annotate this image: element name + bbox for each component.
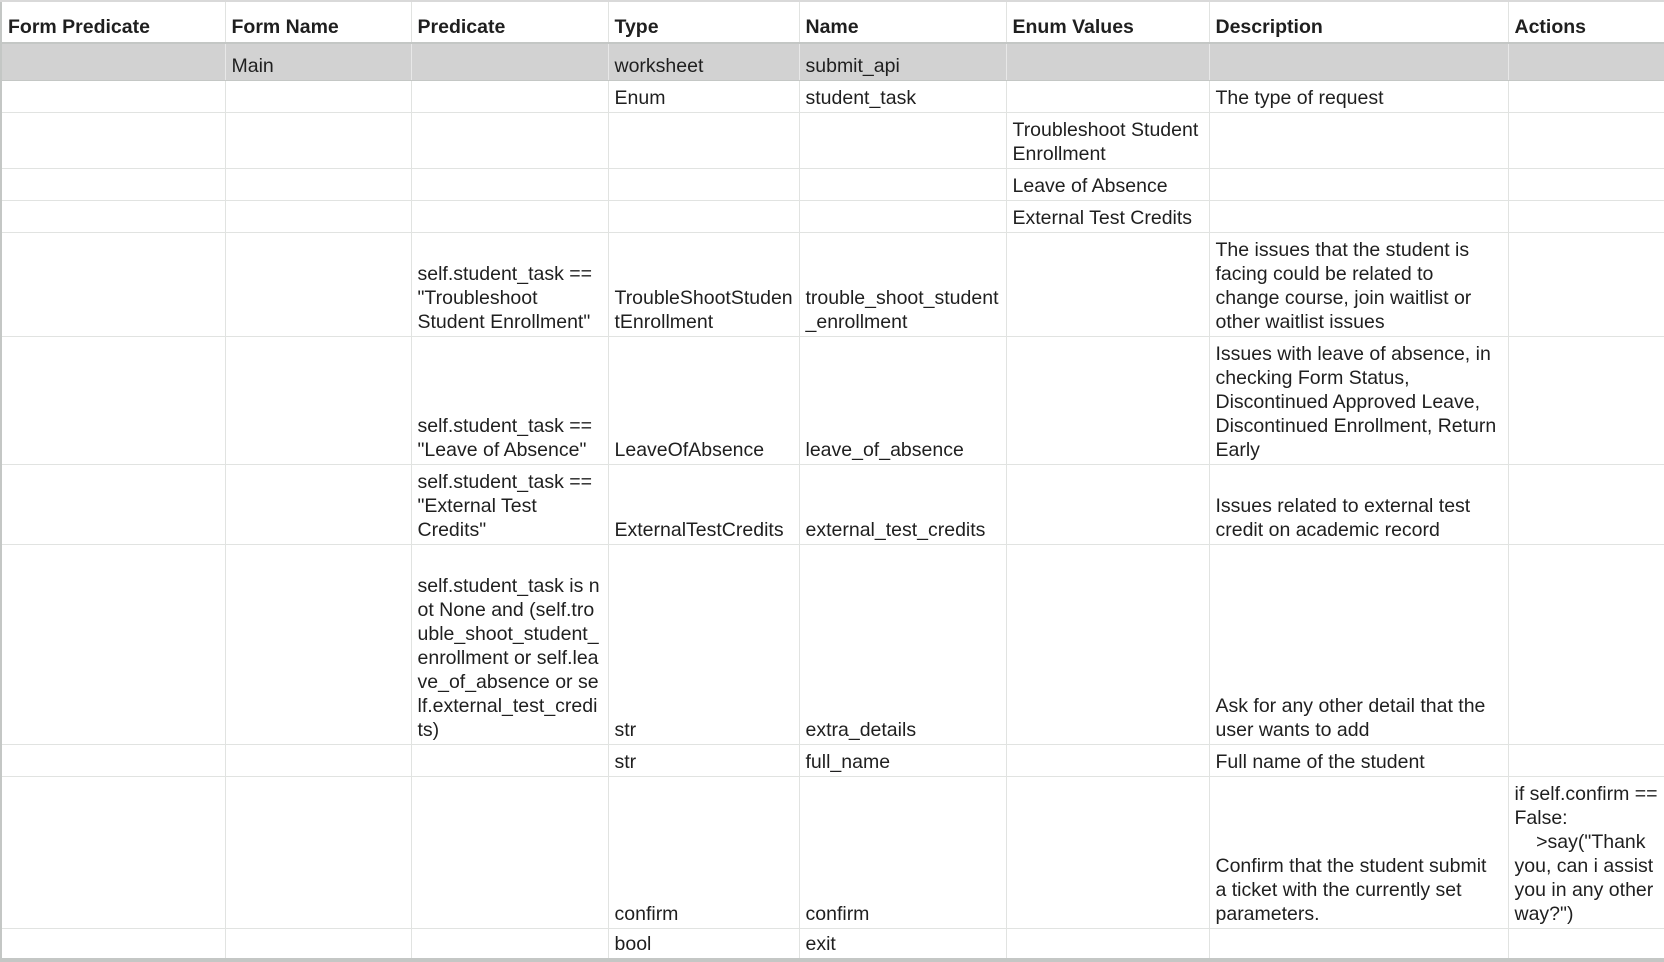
cell-form-predicate[interactable] — [1, 43, 225, 80]
cell-enum-values[interactable] — [1006, 80, 1209, 112]
cell-enum-values[interactable]: Troubleshoot Student Enrollment — [1006, 112, 1209, 168]
cell-description[interactable]: The type of request — [1209, 80, 1508, 112]
cell-type[interactable]: worksheet — [608, 43, 799, 80]
cell-predicate[interactable] — [411, 80, 608, 112]
cell-type[interactable]: Enum — [608, 80, 799, 112]
header-form-name[interactable]: Form Name — [225, 1, 411, 43]
cell-form-name[interactable] — [225, 168, 411, 200]
table-row — [1, 336, 1664, 464]
table-row — [1, 776, 1664, 928]
cell-form-name[interactable] — [225, 200, 411, 232]
cell-name[interactable]: submit_api — [799, 43, 1006, 80]
cell-enum-values[interactable]: External Test Credits — [1006, 200, 1209, 232]
cell-predicate[interactable] — [411, 200, 608, 232]
table-row — [1, 80, 1664, 112]
header-row — [1, 1, 1664, 43]
cell-form-predicate[interactable] — [1, 928, 225, 960]
header-form-predicate[interactable]: Form Predicate — [1, 1, 225, 43]
cell-actions[interactable]: if self.confirm == False: >say("Thank you, can i assist you in any other way?") — [1508, 776, 1664, 928]
cell-description[interactable]: Issues with leave of absence, in checking Form Status, Discontinued Approved Leave, Discontinued Enrollment, Return Early — [1209, 336, 1508, 464]
cell-actions[interactable] — [1508, 464, 1664, 544]
cell-form-name[interactable]: Main — [225, 43, 411, 80]
cell-form-predicate[interactable] — [1, 464, 225, 544]
cell-form-predicate[interactable] — [1, 232, 225, 336]
cell-description[interactable]: The issues that the student is facing could be related to change course, join waitlist or other waitlist issues — [1209, 232, 1508, 336]
cell-name[interactable]: full_name — [799, 744, 1006, 776]
cell-actions[interactable] — [1508, 112, 1664, 168]
table-row — [1, 232, 1664, 336]
cell-form-predicate[interactable] — [1, 80, 225, 112]
cell-description[interactable] — [1209, 928, 1508, 960]
cell-form-name[interactable] — [225, 232, 411, 336]
cell-predicate[interactable]: self.student_task == "External Test Credits" — [411, 464, 608, 544]
cell-description[interactable] — [1209, 200, 1508, 232]
cell-enum-values[interactable]: Leave of Absence — [1006, 168, 1209, 200]
cell-enum-values[interactable] — [1006, 928, 1209, 960]
cell-name[interactable] — [799, 168, 1006, 200]
cell-name[interactable]: external_test_credits — [799, 464, 1006, 544]
cell-form-predicate[interactable] — [1, 336, 225, 464]
cell-name[interactable]: exit — [799, 928, 1006, 960]
cell-predicate[interactable]: self.student_task == "Troubleshoot Student Enrollment" — [411, 232, 608, 336]
cell-form-predicate[interactable] — [1, 112, 225, 168]
cell-description[interactable]: Full name of the student — [1209, 744, 1508, 776]
cell-enum-values[interactable] — [1006, 43, 1209, 80]
table-row — [1, 464, 1664, 544]
cell-type[interactable]: confirm — [608, 776, 799, 928]
cell-name[interactable]: extra_details — [799, 544, 1006, 744]
cell-type[interactable] — [608, 112, 799, 168]
cell-name[interactable]: leave_of_absence — [799, 336, 1006, 464]
cell-description[interactable]: Confirm that the student submit a ticket with the currently set parameters. — [1209, 776, 1508, 928]
cell-type[interactable]: bool — [608, 928, 799, 960]
cell-description[interactable]: Issues related to external test credit on academic record — [1209, 464, 1508, 544]
cell-actions[interactable] — [1508, 168, 1664, 200]
cell-type[interactable]: ExternalTestCredits — [608, 464, 799, 544]
cell-form-predicate[interactable] — [1, 744, 225, 776]
cell-form-name[interactable] — [225, 80, 411, 112]
cell-name[interactable] — [799, 200, 1006, 232]
cell-enum-values[interactable] — [1006, 232, 1209, 336]
cell-predicate[interactable]: self.student_task is not None and (self.trouble_shoot_student_enrollment or self.leave_of_absence or self.external_test_credits) — [411, 544, 608, 744]
table-row — [1, 544, 1664, 744]
header-type[interactable]: Type — [608, 1, 799, 43]
cell-form-name[interactable] — [225, 776, 411, 928]
table-row — [1, 112, 1664, 168]
cell-form-name[interactable] — [225, 928, 411, 960]
cell-predicate[interactable] — [411, 744, 608, 776]
cell-enum-values[interactable] — [1006, 464, 1209, 544]
cell-form-predicate[interactable] — [1, 168, 225, 200]
cell-form-name[interactable] — [225, 744, 411, 776]
cell-name[interactable]: trouble_shoot_student_enrollment — [799, 232, 1006, 336]
cell-form-predicate[interactable] — [1, 200, 225, 232]
cell-actions[interactable] — [1508, 928, 1664, 960]
cell-description[interactable]: Ask for any other detail that the user wants to add — [1209, 544, 1508, 744]
cell-description[interactable] — [1209, 43, 1508, 80]
header-description[interactable]: Description — [1209, 1, 1508, 43]
cell-form-name[interactable] — [225, 336, 411, 464]
cell-form-name[interactable] — [225, 112, 411, 168]
cell-actions[interactable] — [1508, 200, 1664, 232]
cell-form-predicate[interactable] — [1, 776, 225, 928]
cell-actions[interactable] — [1508, 232, 1664, 336]
header-name[interactable]: Name — [799, 1, 1006, 43]
cell-type[interactable] — [608, 168, 799, 200]
cell-actions[interactable] — [1508, 336, 1664, 464]
cell-predicate[interactable] — [411, 928, 608, 960]
cell-actions[interactable] — [1508, 80, 1664, 112]
cell-form-name[interactable] — [225, 464, 411, 544]
cell-enum-values[interactable] — [1006, 544, 1209, 744]
cell-enum-values[interactable] — [1006, 336, 1209, 464]
table-row — [1, 168, 1664, 200]
cell-actions[interactable] — [1508, 43, 1664, 80]
cell-enum-values[interactable] — [1006, 776, 1209, 928]
cell-predicate[interactable] — [411, 112, 608, 168]
header-enum-values[interactable]: Enum Values — [1006, 1, 1209, 43]
cell-type[interactable]: TroubleShootStudentEnrollment — [608, 232, 799, 336]
cell-predicate[interactable] — [411, 43, 608, 80]
cell-actions[interactable] — [1508, 744, 1664, 776]
cell-type[interactable]: str — [608, 544, 799, 744]
table-row — [1, 43, 1664, 80]
cell-name[interactable] — [799, 112, 1006, 168]
cell-name[interactable]: student_task — [799, 80, 1006, 112]
cell-enum-values[interactable] — [1006, 744, 1209, 776]
cell-type[interactable]: str — [608, 744, 799, 776]
cell-description[interactable] — [1209, 112, 1508, 168]
table-row — [1, 744, 1664, 776]
table-row — [1, 928, 1664, 960]
cell-form-predicate[interactable] — [1, 544, 225, 744]
cell-actions[interactable] — [1508, 544, 1664, 744]
cell-predicate[interactable] — [411, 168, 608, 200]
cell-type[interactable]: LeaveOfAbsence — [608, 336, 799, 464]
table-row — [1, 200, 1664, 232]
cell-type[interactable] — [608, 200, 799, 232]
cell-description[interactable] — [1209, 168, 1508, 200]
cell-predicate[interactable] — [411, 776, 608, 928]
cell-name[interactable]: confirm — [799, 776, 1006, 928]
cell-form-name[interactable] — [225, 544, 411, 744]
header-actions[interactable]: Actions — [1508, 1, 1664, 43]
cell-predicate[interactable]: self.student_task == "Leave of Absence" — [411, 336, 608, 464]
header-predicate[interactable]: Predicate — [411, 1, 608, 43]
